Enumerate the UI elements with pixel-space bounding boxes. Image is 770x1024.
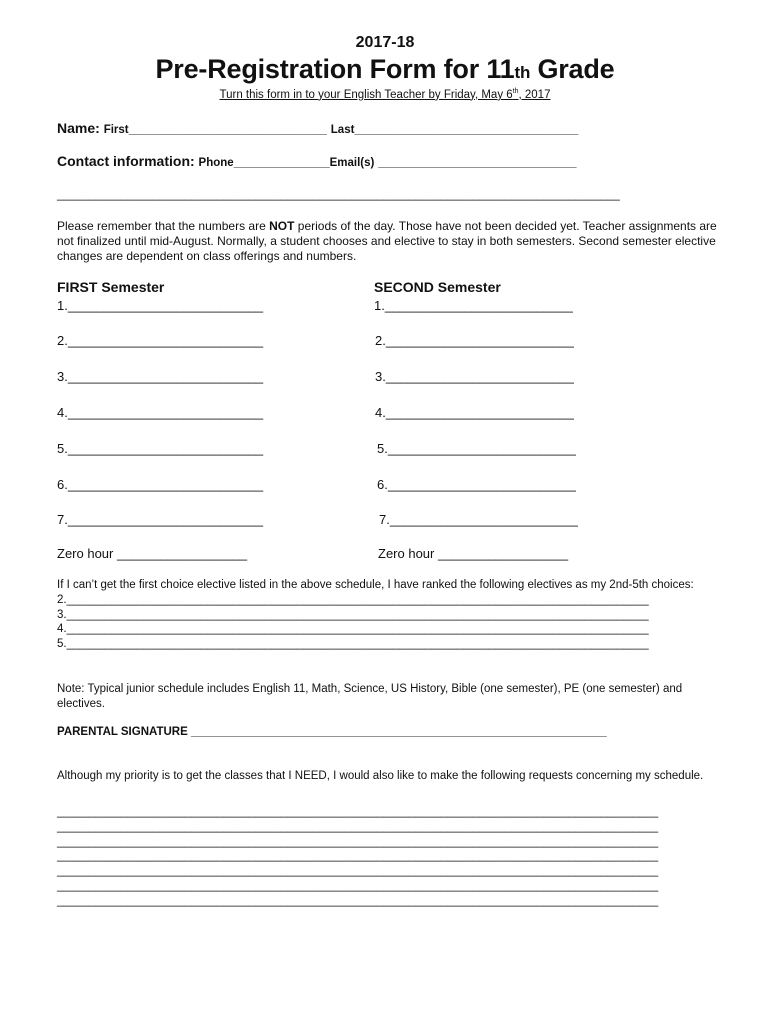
first-semester-slot-7[interactable]: 7.___________________________	[57, 512, 264, 527]
email-field[interactable]: _______________________________	[378, 157, 577, 169]
first-semester-slot-6[interactable]: 6.___________________________	[57, 477, 264, 492]
second-semester-slot-1[interactable]: 1.__________________________	[374, 298, 573, 313]
notice-text-after: periods of the day. Those have not been decided yet. Teacher assignments are not finalized until mid-August. Normally, a student chooses and elective to stay in both semesters. Second semester elective changes are dependent on class offerings and numbers.	[57, 219, 717, 263]
first-semester-slot-3[interactable]: 3.___________________________	[57, 369, 264, 384]
email-label: Email(s)	[329, 157, 375, 169]
numbering-notice	[57, 219, 717, 264]
instruction-before: Turn this form in to your English Teacher by Friday, May 6	[219, 88, 513, 101]
second-semester-slot-5[interactable]: 5.__________________________	[377, 441, 576, 456]
request-line-5[interactable]: ______________________________________________________________________________________________	[57, 865, 659, 878]
ranking-choice-5[interactable]: 5.___________________________________________________________________________________________	[57, 637, 649, 650]
second-semester-zero-hour[interactable]: Zero hour __________________	[378, 546, 569, 561]
title-ordinal: th	[514, 63, 531, 82]
first-semester-slot-4[interactable]: 4.___________________________	[57, 405, 264, 420]
first-name-field[interactable]: _______________________________	[128, 124, 327, 136]
second-semester-slot-7[interactable]: 7.__________________________	[379, 512, 578, 527]
phone-field[interactable]: _______________	[233, 157, 330, 169]
title-grade: Grade	[530, 54, 615, 84]
parental-signature-label: PARENTAL SIGNATURE	[57, 726, 188, 738]
school-year: 2017-18	[355, 34, 415, 51]
elective-ranking	[57, 578, 717, 651]
notice-text-before: Please remember that the numbers are	[57, 219, 270, 233]
first-semester-slot-2[interactable]: 2.___________________________	[57, 333, 264, 348]
request-line-2[interactable]: ______________________________________________________________________________________________	[57, 820, 659, 833]
last-name-label: Last	[330, 124, 355, 136]
request-line-6[interactable]: ______________________________________________________________________________________________	[57, 879, 659, 892]
second-semester-slot-6[interactable]: 6.__________________________	[377, 477, 576, 492]
requests-intro: Although my priority is to get the classes that I NEED, I would also like to make the following requests concerning my schedule.	[57, 770, 704, 782]
form-instruction	[0, 88, 770, 101]
instruction-sup: th	[512, 88, 519, 95]
parental-signature-field[interactable]: _________________________________________________________________	[190, 726, 607, 738]
second-semester-slot-3[interactable]: 3.__________________________	[375, 369, 574, 384]
contact-row	[57, 153, 577, 169]
second-semester-slot-2[interactable]: 2.__________________________	[375, 333, 574, 348]
second-semester-slot-4[interactable]: 4.__________________________	[375, 405, 574, 420]
ranking-choice-4[interactable]: 4.___________________________________________________________________________________________	[57, 623, 649, 636]
parental-signature-row	[57, 726, 607, 738]
last-name-field[interactable]: ___________________________________	[354, 124, 579, 136]
instruction-after: , 2017	[518, 88, 551, 101]
ranking-choice-3[interactable]: 3.___________________________________________________________________________________________	[57, 608, 649, 621]
first-semester-slot-1[interactable]: 1.___________________________	[57, 298, 264, 313]
request-line-1[interactable]: ______________________________________________________________________________________________	[57, 806, 659, 818]
first-semester-heading: FIRST Semester	[57, 279, 165, 295]
request-line-4[interactable]: ______________________________________________________________________________________________	[57, 850, 659, 863]
requests-lines	[57, 806, 658, 910]
contact-label: Contact information:	[57, 153, 195, 169]
name-row	[57, 120, 578, 136]
contact-extra-line[interactable]: ________________________________________________________________________________________	[57, 189, 620, 201]
first-name-label: First	[103, 124, 129, 136]
name-label: Name:	[57, 120, 100, 136]
request-line-3[interactable]: ______________________________________________________________________________________________	[57, 835, 659, 848]
notice-emphasis: NOT	[269, 219, 295, 233]
second-semester-heading: SECOND Semester	[374, 279, 501, 295]
ranking-choice-2[interactable]: 2.___________________________________________________________________________________________	[57, 594, 649, 606]
instruction-text	[220, 89, 551, 101]
form-title	[0, 54, 770, 85]
first-semester-slot-5[interactable]: 5.___________________________	[57, 441, 264, 456]
schedule-note: Note: Typical junior schedule includes English 11, Math, Science, US History, Bible (one semester), PE (one semester) and electives.	[57, 683, 683, 710]
request-line-7[interactable]: ______________________________________________________________________________________________	[57, 894, 659, 907]
title-text: Pre-Registration Form for 11	[155, 54, 515, 84]
ranking-intro: If I can’t get the first choice elective listed in the above schedule, I have ranked the following electives as my 2nd-5th choices:	[57, 579, 694, 591]
phone-label: Phone	[198, 157, 234, 169]
first-semester-zero-hour[interactable]: Zero hour __________________	[57, 546, 248, 561]
